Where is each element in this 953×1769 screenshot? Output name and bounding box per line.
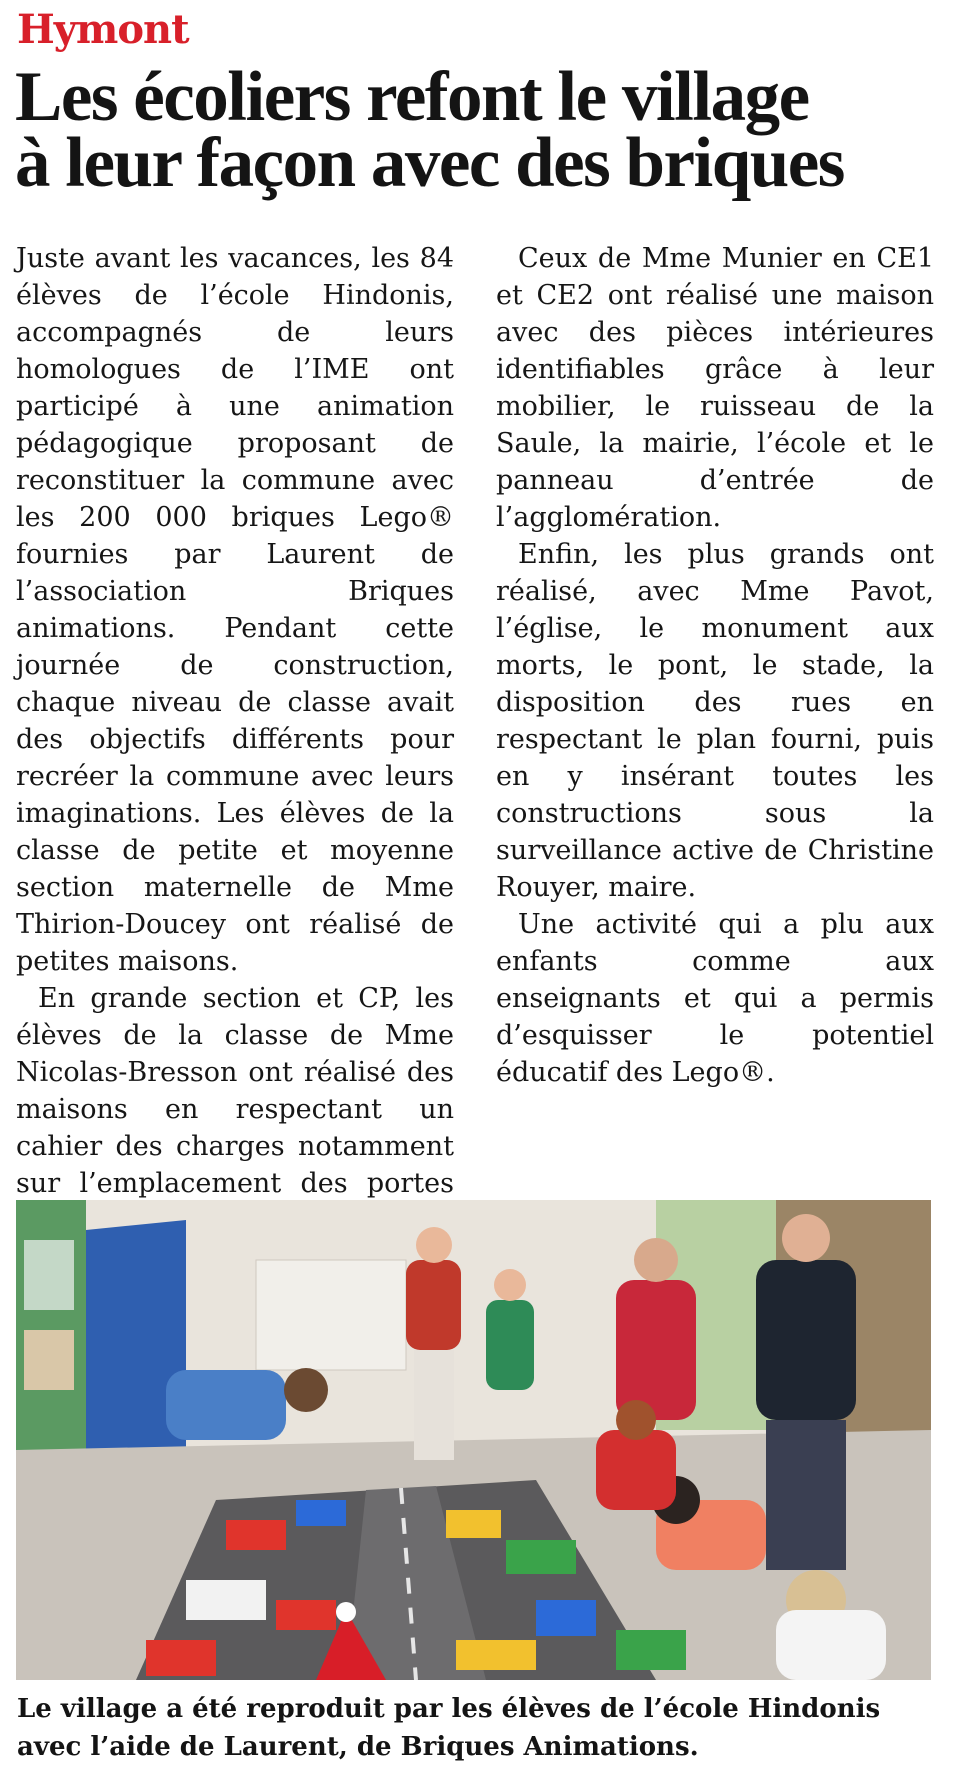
article-photo	[16, 1200, 931, 1680]
headline	[15, 58, 945, 202]
paragraph-2: En grande section et CP, les élèves de la classe de Mme Nicolas-Bresson ont réalisé des maisons en respectant un cahier des charges notamment sur l’emplacement des portes	[16, 983, 454, 1199]
article-column-right	[496, 240, 934, 1091]
photo-illustration	[16, 1200, 931, 1680]
section-kicker: Hymont	[17, 6, 189, 53]
paragraph-5: Une activité qui a plu aux enfants comme aux enseignants et qui a permis d’esquisser le potentiel éducatif des Lego®.	[496, 909, 934, 1088]
caption-line-2: avec l’aide de Laurent, de Briques Animations.	[17, 1732, 699, 1762]
photo-caption	[17, 1690, 937, 1766]
headline-line-1: Les écoliers refont le village	[15, 58, 809, 136]
article-column-left	[16, 240, 454, 1276]
headline-line-2: à leur façon avec des briques	[15, 124, 844, 202]
paragraph-3: Ceux de Mme Munier en CE1 et CE2 ont réalisé une maison avec des pièces intérieures identifiables grâce à leur mobilier, le ruisseau de la Saule, la mairie, l’école et le panneau d’entrée de l’agglomération.	[496, 243, 934, 533]
paragraph-4: Enfin, les plus grands ont réalisé, avec Mme Pavot, l’église, le monument aux morts, le pont, le stade, la disposition des rues en respectant le plan fourni, puis en y insérant toutes les constructions sous la surveillance active de Christine Rouyer, maire.	[496, 539, 934, 903]
caption-line-1: Le village a été reproduit par les élèves de l’école Hindonis	[17, 1694, 881, 1724]
paragraph-1: Juste avant les vacances, les 84 élèves de l’école Hindonis, accompagnés de leurs homologues de l’IME ont participé à une animation pédagogique proposant de reconstituer la commune avec les 200 000 briques Lego® fournies par Laurent de l’association Briques animations. Pendant cette journée de construction, chaque niveau de classe avait des objectifs différents pour recréer la commune avec leurs imaginations. Les élèves de la classe de petite et moyenne section maternelle de Mme Thirion-Doucey ont réalisé de petites maisons.	[16, 243, 454, 977]
